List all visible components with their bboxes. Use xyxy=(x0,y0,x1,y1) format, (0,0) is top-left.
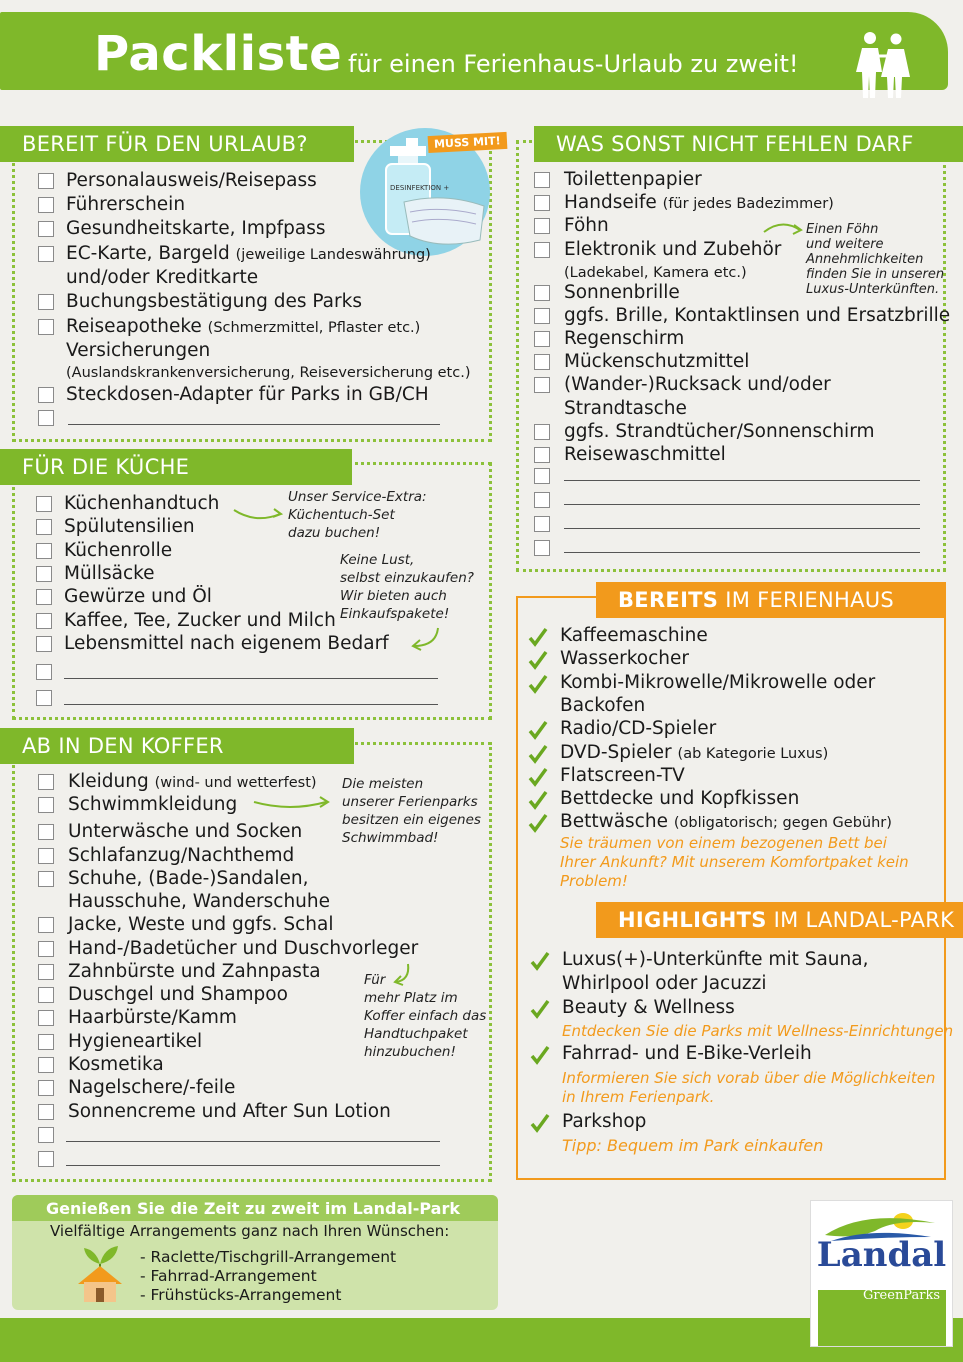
checkbox[interactable] xyxy=(38,941,54,957)
note-line: Für xyxy=(364,972,386,988)
checkmark-icon xyxy=(528,813,548,833)
koffer-item xyxy=(68,890,330,913)
sonst-item xyxy=(564,397,687,420)
checkmark-icon xyxy=(528,650,548,670)
koffer-item xyxy=(68,1076,235,1099)
checkbox[interactable] xyxy=(534,172,550,188)
checkbox[interactable] xyxy=(534,331,550,347)
sonst-item-main: Strandtasche xyxy=(564,398,687,419)
urlaub-item xyxy=(66,315,420,340)
write-in-line xyxy=(564,504,920,505)
koffer-item xyxy=(68,937,418,960)
sonst-item xyxy=(564,281,680,304)
checkmark-icon xyxy=(528,790,548,810)
landal-logo-name: Landal xyxy=(816,1235,947,1275)
arrow-icon xyxy=(390,962,414,986)
checkmark-icon xyxy=(528,674,548,694)
urlaub-item xyxy=(66,339,210,362)
checkbox[interactable] xyxy=(38,1080,54,1096)
checkbox[interactable] xyxy=(534,218,550,234)
checkbox[interactable] xyxy=(36,589,52,605)
kueche-item: Küchenhandtuch xyxy=(64,493,220,514)
koffer-item-main: Hausschuhe, Wanderschuhe xyxy=(68,891,331,912)
checkbox[interactable] xyxy=(38,917,54,933)
section-highlights-title xyxy=(596,902,963,938)
arrangements-list xyxy=(140,1248,396,1305)
section-urlaub-title: BEREIT FÜR DEN URLAUB? xyxy=(0,126,354,162)
sonst-item xyxy=(564,214,609,237)
sonst-item xyxy=(564,238,781,261)
note-line: dazu buchen! xyxy=(288,525,381,541)
koffer-item-main: Schlafanzug/Nachthemd xyxy=(68,845,295,866)
checkbox[interactable] xyxy=(534,424,550,440)
urlaub-item-detail: (jeweilige Landeswährung) xyxy=(235,247,431,263)
checkbox[interactable] xyxy=(38,387,54,403)
note-line: Schwimmbad! xyxy=(342,830,439,846)
koffer-item-main: Hygieneartikel xyxy=(68,1031,203,1052)
note-line: Annehmlichkeiten xyxy=(806,252,924,267)
sonst-item-main: Toilettenpapier xyxy=(564,169,702,190)
sonst-item-main: Mückenschutzmittel xyxy=(564,351,750,372)
note-line: selbst einzukaufen? xyxy=(340,570,474,586)
checkbox[interactable] xyxy=(38,197,54,213)
sonst-item xyxy=(564,191,834,216)
koffer-item-main: Sonnencreme und After Sun Lotion xyxy=(68,1101,391,1122)
checkbox[interactable] xyxy=(38,294,54,310)
kueche-item: Müllsäcke xyxy=(64,563,155,584)
checkbox[interactable] xyxy=(36,496,52,512)
checkbox[interactable] xyxy=(38,410,54,426)
ferienhaus-item xyxy=(560,694,645,717)
note-line: Küchentuch-Set xyxy=(288,507,395,523)
urlaub-item xyxy=(66,242,431,267)
sonst-item-main: ggfs. Strandtücher/Sonnenschirm xyxy=(564,421,875,442)
checkbox[interactable] xyxy=(38,797,54,813)
checkbox[interactable] xyxy=(534,468,550,484)
ferienhaus-item-main: Radio/CD-Spieler xyxy=(560,718,717,739)
note-line: finden Sie in unseren xyxy=(806,267,945,282)
ferienhaus-item-main: Kombi-Mikrowelle/Mikrowelle oder xyxy=(560,672,876,693)
urlaub-item-main: EC-Karte, Bargeld xyxy=(66,243,230,264)
koffer-note-schwimmbad xyxy=(342,775,481,847)
urlaub-item-main: Steckdosen-Adapter für Parks in GB/CH xyxy=(66,384,429,405)
sonst-item-main: Regenschirm xyxy=(564,328,685,349)
kueche-item: Lebensmittel nach eigenem Bedarf xyxy=(64,633,389,654)
landal-logo-sub: GreenParks xyxy=(862,1288,940,1303)
note-line: Unser Service-Extra: xyxy=(288,489,427,505)
ferienhaus-item-detail: (obligatorisch; gegen Gebühr) xyxy=(673,815,892,831)
sonst-item xyxy=(564,373,831,396)
checkbox[interactable] xyxy=(534,308,550,324)
ferienhaus-item xyxy=(560,647,689,670)
sonst-note-foehn xyxy=(806,222,944,297)
ferienhaus-item-main: Flatscreen-TV xyxy=(560,765,685,786)
koffer-item xyxy=(68,770,317,795)
sonst-item-main: Reisewaschmittel xyxy=(564,444,726,465)
koffer-item-main: Schwimmkleidung xyxy=(68,794,238,815)
checkbox[interactable] xyxy=(38,319,54,335)
write-in-line xyxy=(66,1141,440,1142)
checkbox[interactable] xyxy=(38,987,54,1003)
checkbox[interactable] xyxy=(534,540,550,556)
koffer-item xyxy=(68,793,237,816)
urlaub-item-main: Versicherungen xyxy=(66,340,211,361)
highlights-item: Parkshop xyxy=(562,1111,647,1132)
checkbox[interactable] xyxy=(38,173,54,189)
urlaub-item-main: Personalausweis/Reisepass xyxy=(66,170,317,191)
note-line: Wir bieten auch xyxy=(340,588,447,604)
checkbox[interactable] xyxy=(36,543,52,559)
ferienhaus-item xyxy=(560,764,685,787)
ferienhaus-item-main: Kaffeemaschine xyxy=(560,625,708,646)
koffer-item-main: Haarbürste/Kamm xyxy=(68,1007,237,1028)
koffer-item xyxy=(68,1006,237,1029)
highlights-note-bike xyxy=(562,1069,935,1107)
checkmark-icon xyxy=(528,767,548,787)
section-ferienhaus-title xyxy=(596,582,946,618)
checkbox[interactable] xyxy=(36,636,52,652)
urlaub-item-main: Reiseapotheke xyxy=(66,316,202,337)
sonst-item-main: ggfs. Brille, Kontaktlinsen und Ersatzbrille xyxy=(564,305,951,326)
write-in-line xyxy=(564,552,920,553)
sonst-item-detail: (Ladekabel, Kamera etc.) xyxy=(564,265,747,281)
note-line: Koffer einfach das xyxy=(364,1008,487,1024)
checkbox[interactable] xyxy=(38,221,54,237)
checkbox[interactable] xyxy=(534,516,550,532)
arrow-icon xyxy=(408,626,442,652)
sonst-item xyxy=(564,168,702,191)
koffer-item xyxy=(68,1053,164,1076)
urlaub-item xyxy=(66,217,326,240)
section-kueche-title: FÜR DIE KÜCHE xyxy=(0,449,352,485)
note-line: Einkaufspakete! xyxy=(340,606,450,622)
sonst-item-detail: (für jedes Badezimmer) xyxy=(662,196,834,212)
checkbox[interactable] xyxy=(38,1057,54,1073)
note-line: Problem! xyxy=(560,872,628,890)
title-bold: BEREITS xyxy=(618,588,719,612)
koffer-item xyxy=(68,867,309,890)
highlights-item: Beauty & Wellness xyxy=(562,997,735,1018)
urlaub-item-detail: (Schmerzmittel, Pflaster etc.) xyxy=(207,320,421,336)
write-in-line xyxy=(564,480,920,481)
koffer-item-main: Kleidung xyxy=(68,771,149,792)
koffer-item-main: Unterwäsche und Socken xyxy=(68,821,303,842)
checkbox[interactable] xyxy=(534,242,550,258)
checkbox[interactable] xyxy=(36,519,52,535)
note-line: und weitere xyxy=(806,237,884,252)
checkmark-icon xyxy=(528,720,548,740)
kueche-item: Kaffee, Tee, Zucker und Milch xyxy=(64,610,336,631)
koffer-item xyxy=(68,960,321,983)
checkbox[interactable] xyxy=(534,285,550,301)
koffer-item xyxy=(68,820,302,843)
arrow-icon xyxy=(232,500,286,526)
highlights-item: Fahrrad- und E-Bike-Verleih xyxy=(562,1043,812,1064)
sonst-item-main: Handseife xyxy=(564,192,657,213)
checkbox[interactable] xyxy=(534,377,550,393)
write-in-line xyxy=(64,678,438,679)
checkbox[interactable] xyxy=(534,195,550,211)
checkbox[interactable] xyxy=(38,1010,54,1026)
ferienhaus-item-main: Bettwäsche xyxy=(560,811,668,832)
urlaub-item xyxy=(66,360,470,385)
checkmark-icon xyxy=(528,744,548,764)
checkmark-icon xyxy=(530,1045,550,1065)
arrangement-item: - Raclette/Tischgrill-Arrangement xyxy=(140,1248,397,1266)
ferienhaus-item-detail: (ab Kategorie Luxus) xyxy=(677,746,829,762)
checkbox[interactable] xyxy=(38,1127,54,1143)
checkbox[interactable] xyxy=(38,871,54,887)
kueche-note-service xyxy=(288,488,427,542)
ferienhaus-item xyxy=(560,624,708,647)
ferienhaus-item-main: Backofen xyxy=(560,695,646,716)
write-in-line xyxy=(68,424,440,425)
highlights-note-wellness: Entdecken Sie die Parks mit Wellness-Einrichtungen xyxy=(562,1022,954,1040)
kueche-item: Gewürze und Öl xyxy=(64,586,212,607)
ferienhaus-item xyxy=(560,787,799,810)
checkbox[interactable] xyxy=(38,848,54,864)
note-line: Einen Föhn xyxy=(806,222,879,237)
checkbox[interactable] xyxy=(38,774,54,790)
checkbox[interactable] xyxy=(534,492,550,508)
urlaub-item xyxy=(66,193,185,216)
koffer-item-main: Nagelschere/-feile xyxy=(68,1077,236,1098)
ferienhaus-item xyxy=(560,717,716,740)
arrangements-subtitle: Vielfältige Arrangements ganz nach Ihren Wünschen: xyxy=(50,1222,450,1240)
title-rest: IM LANDAL-PARK xyxy=(766,908,955,932)
note-line: besitzen ein eigenes xyxy=(342,812,481,828)
koffer-note-handtuch xyxy=(364,971,486,1061)
checkbox[interactable] xyxy=(38,246,54,262)
ferienhaus-item-main: Wasserkocher xyxy=(560,648,689,669)
ferienhaus-item-main: DVD-Spieler xyxy=(560,742,672,763)
bottle-label: DESINFEKTION + xyxy=(390,184,450,192)
urlaub-item-main: Buchungsbestätigung des Parks xyxy=(66,291,362,312)
highlights-item: Luxus(+)-Unterkünfte mit Sauna, xyxy=(562,949,869,970)
page-title: Packliste xyxy=(94,26,343,82)
ferienhaus-item xyxy=(560,671,875,694)
sonst-item-main: Elektronik und Zubehör xyxy=(564,239,782,260)
checkmark-icon xyxy=(528,627,548,647)
section-sonst-title: WAS SONST NICHT FEHLEN DARF xyxy=(534,126,963,162)
logo-green-strip xyxy=(818,1290,946,1346)
koffer-item xyxy=(68,983,288,1006)
write-in-line xyxy=(64,704,438,705)
write-in-line xyxy=(66,1165,440,1166)
note-line: Handtuchpaket xyxy=(364,1026,468,1042)
note-line: hinzubuchen! xyxy=(364,1044,456,1060)
checkbox[interactable] xyxy=(534,354,550,370)
title-rest: IM FERIENHAUS xyxy=(718,588,895,612)
kueche-note-einkauf xyxy=(340,551,474,623)
arrow-icon xyxy=(762,220,806,240)
arrow-icon xyxy=(252,794,332,814)
arrangements-title: Genießen Sie die Zeit zu zweit im Landal-Park xyxy=(46,1199,461,1218)
note-line: Informieren Sie sich vorab über die Möglichkeiten xyxy=(562,1069,936,1087)
highlights-note-shop: Tipp: Bequem im Park einkaufen xyxy=(562,1136,824,1155)
section-koffer-title: AB IN DEN KOFFER xyxy=(0,728,354,764)
checkbox[interactable] xyxy=(36,664,52,680)
ferienhaus-item-main: Bettdecke und Kopfkissen xyxy=(560,788,800,809)
koffer-item xyxy=(68,844,294,867)
couple-icon xyxy=(852,30,914,100)
checkbox[interactable] xyxy=(38,1034,54,1050)
checkbox[interactable] xyxy=(36,690,52,706)
urlaub-item-detail: (Auslandskrankenversicherung, Reiseversicherung etc.) xyxy=(66,365,471,381)
ferienhaus-note xyxy=(560,834,909,891)
urlaub-item xyxy=(66,266,258,289)
sonst-item xyxy=(564,327,684,350)
kueche-item: Spülutensilien xyxy=(64,516,195,537)
checkmark-icon xyxy=(530,1113,550,1133)
note-line: unserer Ferienparks xyxy=(342,794,478,810)
koffer-item-main: Kosmetika xyxy=(68,1054,164,1075)
note-line: in Ihrem Ferienpark. xyxy=(562,1088,715,1106)
urlaub-item-main: und/oder Kreditkarte xyxy=(66,267,259,288)
urlaub-item xyxy=(66,169,317,192)
checkbox[interactable] xyxy=(36,566,52,582)
checkbox[interactable] xyxy=(38,1104,54,1120)
checkbox[interactable] xyxy=(38,1151,54,1167)
sonst-item-main: Sonnenbrille xyxy=(564,282,680,303)
header-banner xyxy=(0,12,948,90)
note-line: Die meisten xyxy=(342,776,424,792)
ferienhaus-item xyxy=(560,741,828,766)
note-line: mehr Platz im xyxy=(364,990,458,1006)
urlaub-item-main: Gesundheitskarte, Impfpass xyxy=(66,218,326,239)
checkmark-icon xyxy=(530,951,550,971)
title-bold: HIGHLIGHTS xyxy=(618,908,767,932)
arrangement-item: - Frühstücks-Arrangement xyxy=(140,1286,342,1304)
koffer-item-main: Jacke, Weste und ggfs. Schal xyxy=(68,914,334,935)
checkbox[interactable] xyxy=(38,824,54,840)
page-subtitle: für einen Ferienhaus-Urlaub zu zweit! xyxy=(348,50,799,78)
checkbox[interactable] xyxy=(534,447,550,463)
sonst-item xyxy=(564,443,726,466)
koffer-item xyxy=(68,1100,391,1123)
koffer-item-main: Zahnbürste und Zahnpasta xyxy=(68,961,321,982)
highlights-item: Whirlpool oder Jacuzzi xyxy=(562,973,767,994)
urlaub-item xyxy=(66,383,429,406)
house-plant-icon xyxy=(72,1240,128,1304)
checkmark-icon xyxy=(530,999,550,1019)
sonst-item-main: Föhn xyxy=(564,215,609,236)
koffer-item xyxy=(68,913,334,936)
sonst-item xyxy=(564,420,875,443)
koffer-item-main: Hand-/Badetücher und Duschvorleger xyxy=(68,938,419,959)
sonst-item xyxy=(564,304,950,327)
sonst-item-main: (Wander-)Rucksack und/oder xyxy=(564,374,831,395)
koffer-item-detail: (wind- und wetterfest) xyxy=(154,775,317,791)
koffer-item-main: Schuhe, (Bade-)Sandalen, xyxy=(68,868,309,889)
note-line: Luxus-Unterkünften. xyxy=(806,282,940,297)
write-in-line xyxy=(564,528,920,529)
koffer-item-main: Duschgel und Shampoo xyxy=(68,984,288,1005)
urlaub-item xyxy=(66,290,362,313)
muss-mit-badge: MUSS MIT! xyxy=(428,132,507,153)
arrangement-item: - Fahrrad-Arrangement xyxy=(140,1267,317,1285)
sonst-item xyxy=(564,350,749,373)
ferienhaus-item xyxy=(560,810,892,835)
note-line: Ihrer Ankunft? Mit unserem Komfortpaket kein xyxy=(560,853,909,871)
checkbox[interactable] xyxy=(36,613,52,629)
koffer-item xyxy=(68,1030,202,1053)
note-line: Keine Lust, xyxy=(340,552,415,568)
urlaub-item-main: Führerschein xyxy=(66,194,186,215)
checkbox[interactable] xyxy=(38,964,54,980)
note-line: Sie träumen von einem bezogenen Bett bei xyxy=(560,834,887,852)
kueche-item: Küchenrolle xyxy=(64,540,173,561)
